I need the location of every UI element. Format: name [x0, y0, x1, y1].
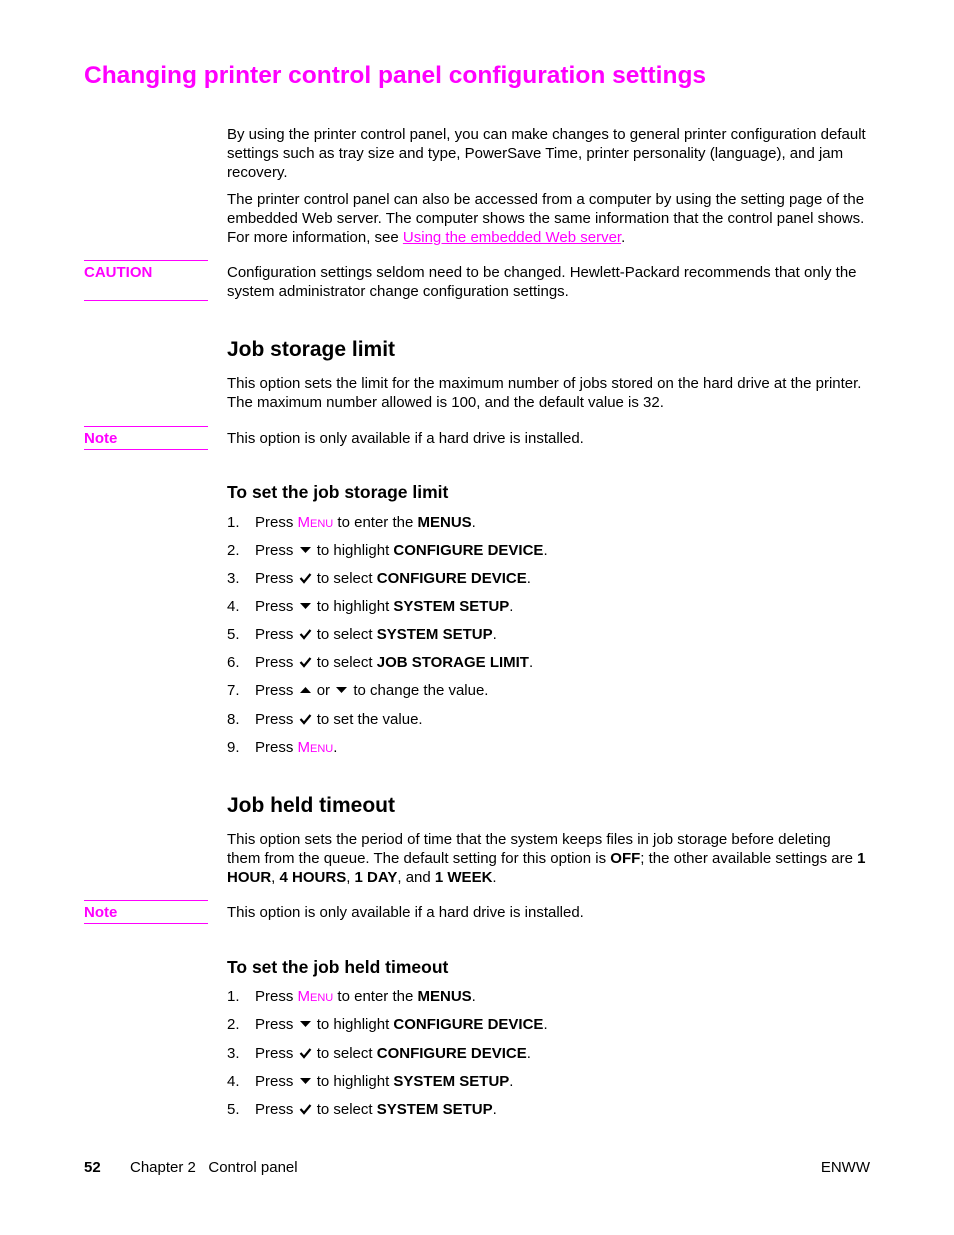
job-held-description: This option sets the period of time that the system keeps files in job storage before deleting them from the queue. The default setting for this option is OFF; the other available settings are 1 HOUR, 4 HOURS, 1 DAY, and 1 WEEK. [227, 831, 866, 886]
step: 1. Press Menu to enter the MENUS. [227, 988, 476, 1005]
checkmark-icon [299, 1103, 312, 1115]
note-text: This option is only available if a hard drive is installed. [227, 904, 584, 921]
subheading-set-job-held-timeout: To set the job held timeout [227, 957, 449, 977]
checkmark-icon [299, 628, 312, 640]
caution-rule-bottom [84, 300, 208, 301]
step: 4. Press to highlight SYSTEM SETUP. [227, 598, 514, 615]
step: 5. Press to select SYSTEM SETUP. [227, 1101, 497, 1118]
subheading-set-job-storage-limit: To set the job storage limit [227, 482, 449, 502]
caution-rule-top [84, 260, 208, 261]
page-title: Changing printer control panel configuration settings [84, 62, 707, 89]
step: 6. Press to select JOB STORAGE LIMIT. [227, 654, 534, 671]
footer-enww: ENWW [820, 1159, 870, 1176]
menu-button-label: Menu [297, 739, 334, 756]
note-label: Note [84, 904, 118, 921]
step: 5. Press to select SYSTEM SETUP. [227, 626, 497, 643]
down-arrow-icon [299, 1075, 312, 1087]
section-heading-job-storage-limit: Job storage limit [227, 338, 396, 361]
menu-button-label: Menu [297, 514, 334, 531]
down-arrow-icon [335, 684, 348, 696]
page-number: 52 [84, 1159, 101, 1176]
note-text: This option is only available if a hard drive is installed. [227, 430, 584, 447]
down-arrow-icon [299, 544, 312, 556]
down-arrow-icon [299, 1018, 312, 1030]
checkmark-icon [299, 713, 312, 725]
step: 7. Press or to change the value. [227, 682, 489, 699]
down-arrow-icon [299, 600, 312, 612]
note-rule-top [84, 900, 208, 901]
step: 9. Press Menu. [227, 739, 338, 756]
up-arrow-icon [299, 684, 312, 696]
checkmark-icon [299, 656, 312, 668]
step: 4. Press to highlight SYSTEM SETUP. [227, 1073, 514, 1090]
step: 2. Press to highlight CONFIGURE DEVICE. [227, 542, 548, 559]
step: 2. Press to highlight CONFIGURE DEVICE. [227, 1016, 548, 1033]
step: 1. Press Menu to enter the MENUS. [227, 514, 476, 531]
step: 3. Press to select CONFIGURE DEVICE. [227, 1045, 531, 1062]
note-rule-top [84, 426, 208, 427]
caution-text: Configuration settings seldom need to be changed. Hewlett-Packard recommends that only the system administrator change configuration settings. [227, 264, 857, 300]
intro-paragraph-1: By using the printer control panel, you can make changes to general printer configuration default settings such as tray size and type, PowerSave Time, printer personality (language), and jam recovery. [227, 126, 866, 181]
intro-paragraph-2: The printer control panel can also be accessed from a computer by using the setting page of the embedded Web server. The computer shows the same information that the control panel shows. For more information, see Using the embedded Web server. [227, 191, 865, 246]
caution-label: CAUTION [84, 264, 153, 281]
note-rule-bottom [84, 923, 208, 924]
checkmark-icon [299, 1047, 312, 1059]
embedded-web-server-link[interactable]: Using the embedded Web server [402, 229, 622, 246]
note-rule-bottom [84, 449, 208, 450]
checkmark-icon [299, 572, 312, 584]
footer-chapter: Chapter 2 Control panel [130, 1159, 298, 1176]
section-heading-job-held-timeout: Job held timeout [227, 794, 395, 817]
step: 8. Press to set the value. [227, 711, 423, 728]
menu-button-label: Menu [297, 988, 334, 1005]
step: 3. Press to select CONFIGURE DEVICE. [227, 570, 531, 587]
job-storage-description: This option sets the limit for the maximum number of jobs stored on the hard drive at the printer. The maximum number allowed is 100, and the default value is 32. [227, 375, 862, 411]
note-label: Note [84, 430, 118, 447]
